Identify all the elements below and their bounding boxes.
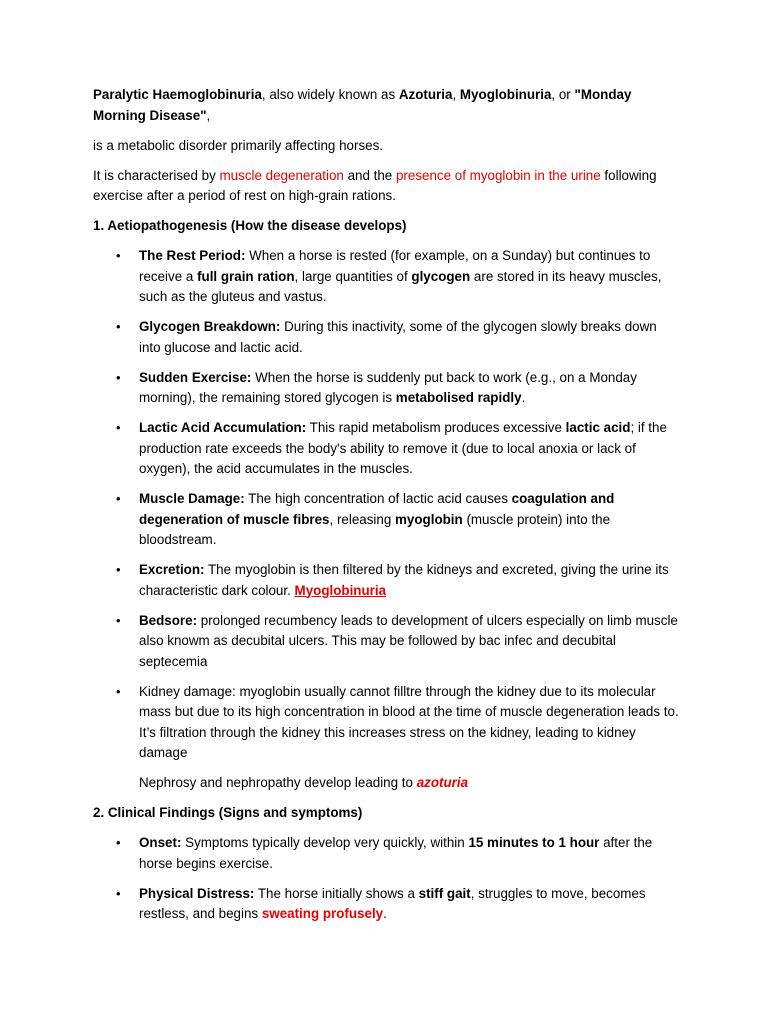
section1-heading: 1. Aetiopathogenesis (How the disease develops): [93, 218, 407, 233]
highlight-sweating: sweating profusely: [261, 906, 384, 921]
section2-list: [93, 833, 682, 925]
list-item-excretion: • Excretion: The myoglobin is then filtered by the kidneys and excreted, giving the urine its characteristic dark colour. Myoglobinuria: [139, 560, 682, 601]
list-item-bedsore: • Bedsore: prolonged recumbency leads to development of ulcers especially on limb muscle also knowm as decubital ulcers. This may be followed by bac infec and decubital septecemia: [139, 611, 682, 673]
highlight-azoturia: azoturia: [416, 775, 469, 790]
highlight-myoglobinuria: Myoglobinuria: [294, 582, 387, 598]
highlight-muscle-degeneration: muscle degeneration: [219, 167, 344, 183]
highlight-myoglobin-urine: presence of myoglobin in the urine: [395, 167, 601, 183]
list-item-glycogen-breakdown: • Glycogen Breakdown: During this inactivity, some of the glycogen slowly breaks down into glucose and lactic acid.: [139, 317, 682, 358]
list-item-physical-distress: • Physical Distress: The horse initially shows a stiff gait, struggles to move, becomes restless, and begins sweating profusely.: [139, 884, 682, 925]
intro-definition: is a metabolic disorder primarily affecting horses.: [93, 137, 384, 153]
intro-title: Paralytic Haemoglobinuria, also widely known as Azoturia, Myoglobinuria, or "Monday Morning Disease",: [93, 87, 632, 123]
section2-heading: 2. Clinical Findings (Signs and symptoms): [93, 805, 363, 820]
nephrosy-paragraph: Nephrosy and nephropathy develop leading to azoturia: [139, 775, 469, 790]
list-item-lactic-acid: • Lactic Acid Accumulation: This rapid metabolism produces excessive lactic acid; if the production rate exceeds the body's ability to remove it (due to local anoxia or lack of oxygen), the acid accumulates in the muscles.: [139, 418, 682, 480]
list-item-muscle-damage: • Muscle Damage: The high concentration of lactic acid causes coagulation and degeneration of muscle fibres, releasing myoglobin (muscle protein) into the bloodstream.: [139, 489, 682, 551]
disease-name: Paralytic Haemoglobinuria: [93, 87, 262, 102]
alias-azoturia: Azoturia: [398, 87, 453, 102]
list-item-onset: • Onset: Symptoms typically develop very quickly, within 15 minutes to 1 hour after the horse begins exercise.: [139, 833, 682, 874]
section1-list: [93, 246, 682, 764]
intro-characterisation: It is characterised by muscle degeneration and the presence of myoglobin in the urine following exercise after a period of rest on high-grain rations.: [93, 167, 657, 203]
list-item-sudden-exercise: • Sudden Exercise: When the horse is suddenly put back to work (e.g., on a Monday morning), the remaining stored glycogen is metabolised rapidly.: [139, 368, 682, 409]
list-item-kidney-damage: • Kidney damage: myoglobin usually cannot filltre through the kidney due to its molecular mass but due to its high concentration in blood at the time of muscle degeneration leads to. It’s filtration through the kidney this increases stress on the kidney, leading to kidney damage: [139, 682, 682, 764]
alias-myoglobinuria: Myoglobinuria: [459, 87, 552, 102]
alias-monday-morning: "Monday Morning Disease": [93, 87, 632, 123]
list-item-rest-period: • The Rest Period: When a horse is rested (for example, on a Sunday) but continues to receive a full grain ration, large quantities of glycogen are stored in its heavy muscles, such as the gluteus and vastus.: [139, 246, 682, 308]
